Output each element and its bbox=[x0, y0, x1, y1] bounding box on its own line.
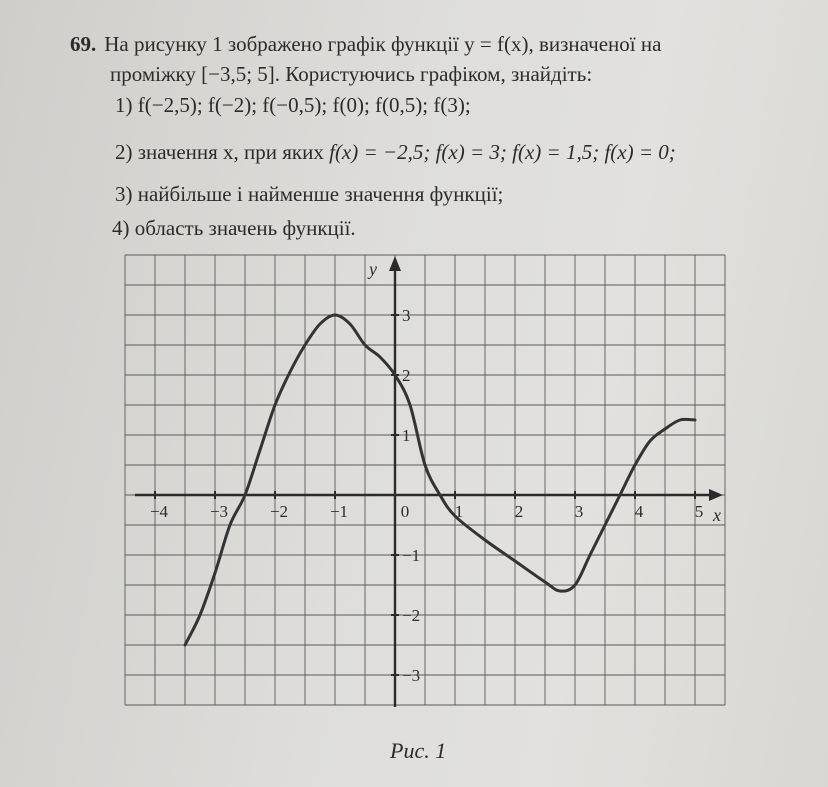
x-tick-label: −4 bbox=[149, 502, 169, 521]
x-tick-label: −3 bbox=[209, 502, 229, 521]
y-tick-label: −2 bbox=[402, 606, 421, 625]
function-graph bbox=[120, 250, 730, 710]
x-tick-label: 0 bbox=[400, 502, 410, 521]
task-item-1: 1) f(−2,5); f(−2); f(−0,5); f(0); f(0,5); f(3); bbox=[115, 93, 471, 117]
task-item-2 bbox=[115, 140, 676, 165]
y-tick-label: 1 bbox=[402, 426, 411, 445]
grid bbox=[125, 255, 725, 705]
problem-line-2: проміжку [−3,5; 5]. Користуючись графіком, знайдіть: bbox=[110, 62, 593, 86]
y-axis-arrow bbox=[389, 256, 401, 271]
y-tick-label: −1 bbox=[402, 546, 421, 565]
task-item-3: 3) найбільше і найменше значення функції; bbox=[115, 182, 504, 206]
y-tick-label: 2 bbox=[402, 366, 411, 385]
x-tick-label: 2 bbox=[514, 502, 524, 521]
problem-line-1 bbox=[70, 32, 661, 57]
task-item-4: 4) область значень функції. bbox=[112, 216, 356, 240]
function-curve bbox=[185, 315, 695, 645]
x-tick-label: −2 bbox=[269, 502, 289, 521]
figure-caption: Рис. 1 bbox=[390, 738, 447, 763]
x-tick-label: 4 bbox=[634, 502, 644, 521]
y-tick-label: −3 bbox=[402, 666, 421, 685]
x-tick-label: 5 bbox=[694, 502, 704, 521]
task-item-2-text: 2) значення x, при яких bbox=[115, 140, 324, 164]
y-axis-label: y bbox=[369, 259, 377, 279]
x-tick-label: −1 bbox=[329, 502, 349, 521]
x-axis-label: x bbox=[713, 505, 721, 525]
x-tick-label: 1 bbox=[454, 502, 464, 521]
y-tick-label: 3 bbox=[402, 306, 411, 325]
x-tick-label: 3 bbox=[574, 502, 584, 521]
x-axis-arrow bbox=[709, 489, 723, 501]
task-item-2-math: f(x) = −2,5; f(x) = 3; f(x) = 1,5; f(x) = 0; bbox=[329, 140, 676, 164]
problem-statement: На рисунку 1 зображено графік функції y = f(x), визначеної на bbox=[104, 32, 662, 56]
problem-number: 69. bbox=[70, 32, 97, 56]
